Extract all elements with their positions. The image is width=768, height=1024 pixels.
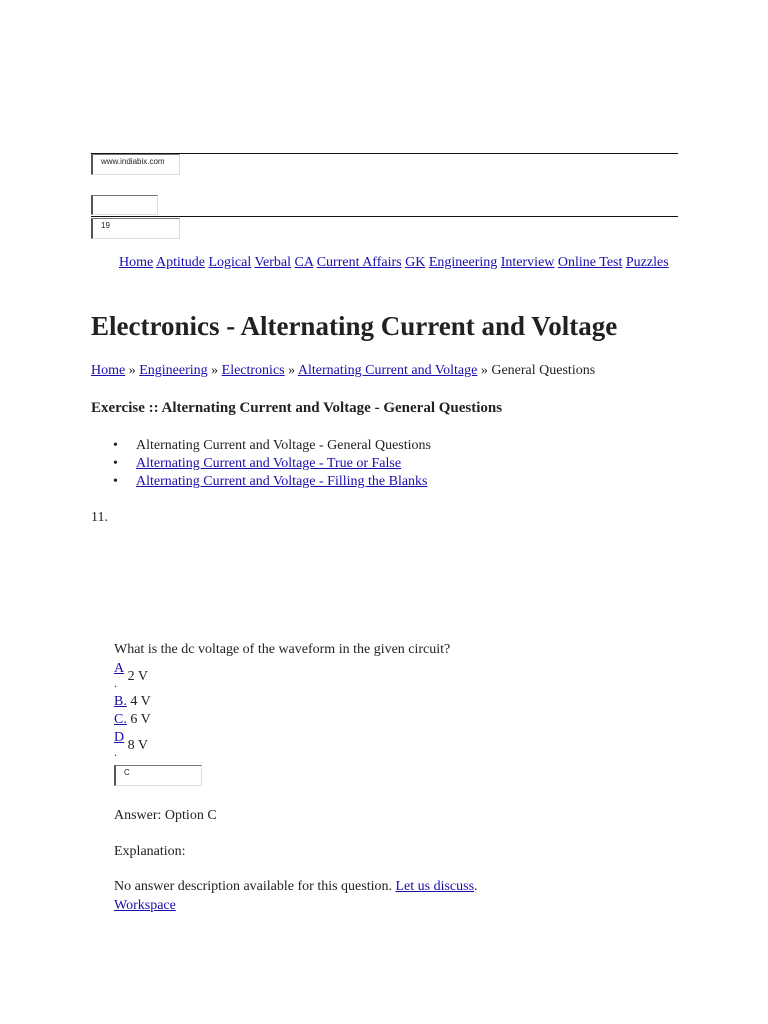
section-list <box>91 437 431 491</box>
nav-link-puzzles[interactable]: Puzzles <box>625 255 669 270</box>
breadcrumb-engineering[interactable]: Engineering <box>139 363 208 378</box>
explanation-label: Explanation: <box>114 844 186 859</box>
option-a-dot: . <box>114 676 117 690</box>
question-number: 11. <box>91 510 108 525</box>
page-title: Electronics - Alternating Current and Voltage <box>91 311 618 341</box>
section-item-true-false <box>91 455 431 473</box>
nav-link-current-affairs[interactable]: Current Affairs <box>316 255 402 270</box>
option-c <box>114 711 151 729</box>
site-url-field[interactable] <box>91 154 180 175</box>
question-text: What is the dc voltage of the waveform in the given circuit? <box>114 642 451 657</box>
site-url-value: www.indiabix.com <box>101 157 165 166</box>
breadcrumb-separator: » <box>128 363 136 378</box>
nav-link-interview[interactable]: Interview <box>500 255 555 270</box>
answer-field-value: C <box>124 768 130 777</box>
option-d-link[interactable]: D <box>114 730 125 745</box>
option-c-text: 6 V <box>130 712 151 727</box>
option-b-link[interactable]: B. <box>114 694 127 709</box>
breadcrumb-home[interactable]: Home <box>91 363 126 378</box>
option-b-text: 4 V <box>130 694 151 709</box>
answer-text: Answer: Option C <box>114 808 217 823</box>
nav-link-aptitude[interactable]: Aptitude <box>155 255 205 270</box>
middle-divider <box>91 216 678 217</box>
nav-link-ca[interactable]: CA <box>294 255 314 270</box>
breadcrumb <box>91 362 595 380</box>
bullet-icon: • <box>113 456 118 471</box>
option-a-text: 2 V <box>127 669 148 684</box>
breadcrumb-current: General Questions <box>491 363 596 378</box>
breadcrumb-electronics[interactable]: Electronics <box>221 363 285 378</box>
explanation-line <box>114 878 478 896</box>
answer-field[interactable] <box>114 765 202 786</box>
workspace-link[interactable]: Workspace <box>114 898 176 913</box>
option-d <box>114 729 148 759</box>
number-field-value: 19 <box>101 221 110 230</box>
option-c-link[interactable]: C. <box>114 712 127 727</box>
explanation-text: No answer description available for this question. <box>114 879 392 894</box>
discuss-suffix: . <box>474 879 478 894</box>
bullet-icon: • <box>113 474 118 489</box>
option-a <box>114 660 148 690</box>
option-d-text: 8 V <box>127 738 148 753</box>
section-link-true-false[interactable]: Alternating Current and Voltage - True or False <box>136 456 402 471</box>
number-field[interactable] <box>91 218 180 239</box>
section-link-filling-blanks[interactable]: Alternating Current and Voltage - Filling the Blanks <box>136 474 428 489</box>
blank-field[interactable] <box>91 195 158 215</box>
nav-link-engineering[interactable]: Engineering <box>428 255 498 270</box>
workspace-line <box>114 897 176 915</box>
option-a-link[interactable]: A <box>114 661 125 676</box>
breadcrumb-separator: » <box>211 363 219 378</box>
breadcrumb-separator: » <box>288 363 296 378</box>
discuss-link[interactable]: Let us discuss <box>395 879 475 894</box>
nav-link-logical[interactable]: Logical <box>208 255 252 270</box>
bullet-icon: • <box>113 438 118 453</box>
nav-link-verbal[interactable]: Verbal <box>254 255 292 270</box>
nav-link-gk[interactable]: GK <box>405 255 426 270</box>
section-item-filling-blanks <box>91 473 431 491</box>
breadcrumb-topic[interactable]: Alternating Current and Voltage <box>297 363 478 378</box>
nav-link-home[interactable]: Home <box>119 255 154 270</box>
section-label-current: Alternating Current and Voltage - General Questions <box>136 438 431 453</box>
breadcrumb-separator: » <box>480 363 488 378</box>
top-navigation <box>91 254 681 272</box>
option-b <box>114 693 151 711</box>
section-item-general <box>91 437 431 455</box>
exercise-heading: Exercise :: Alternating Current and Voltage - General Questions <box>91 400 503 416</box>
nav-link-online-test[interactable]: Online Test <box>557 255 623 270</box>
option-d-dot: . <box>114 745 117 759</box>
